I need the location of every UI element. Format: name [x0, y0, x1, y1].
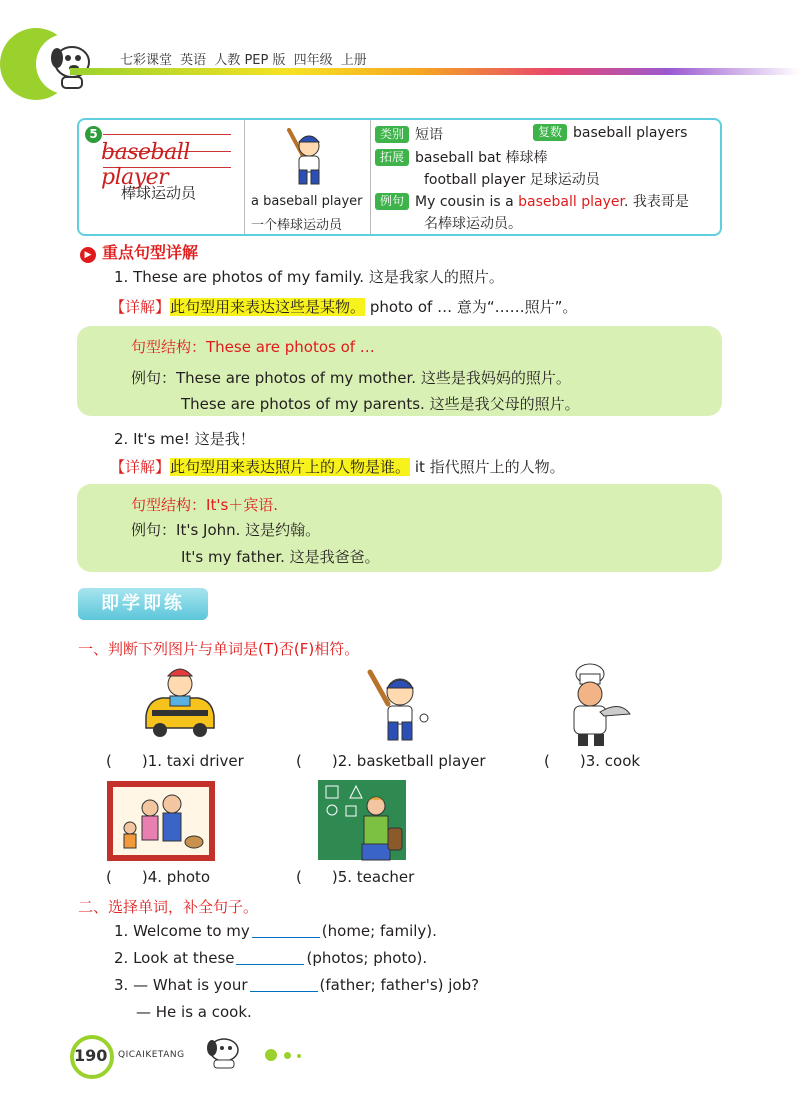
header-rainbow-bar	[70, 68, 800, 75]
vocab-extend-row-2: football player 足球运动员	[424, 172, 600, 188]
tag-example: 例句	[375, 193, 409, 210]
footer-dot-small	[297, 1054, 301, 1058]
pattern2-structure: 句型结构：It's＋宾语.	[131, 496, 279, 514]
baseball-player-illustration-2	[362, 668, 434, 744]
vocab-picture-cell	[245, 120, 371, 234]
vocab-card	[77, 118, 722, 236]
pattern1-sentence: 1. These are photos of my family. 这是我家人的照片。	[114, 268, 504, 286]
vocab-word-cell	[79, 120, 245, 234]
header-title: 七彩课堂 英语 人教 PEP 版 四年级 上册	[120, 53, 367, 68]
footer-dot-large	[265, 1049, 277, 1061]
vocab-number: 5	[85, 126, 102, 143]
vocab-category-row: 类别 短语	[375, 124, 443, 144]
exercise2-heading: 二、选择单词，补全句子。	[78, 898, 259, 916]
play-icon: ▶	[80, 247, 96, 263]
vocab-plural-row: 复数 baseball players	[533, 124, 687, 141]
tag-extend: 拓展	[375, 149, 409, 166]
teacher-illustration	[316, 778, 408, 864]
pattern2-structure-box	[77, 484, 722, 572]
answer-blank[interactable]	[236, 964, 304, 965]
practice-tab: 即学即练	[78, 588, 208, 620]
vocab-info-cell	[375, 120, 720, 234]
section-heading-patterns: ▶ 重点句型详解	[80, 240, 198, 263]
pattern1-example-2: These are photos of my parents. 这些是我父母的照片。	[181, 395, 580, 413]
baseball-player-illustration	[275, 126, 335, 190]
exercise1-item-2[interactable]: ( )2. basketball player	[296, 752, 486, 770]
vocab-phrase-en: a baseball player	[251, 194, 363, 209]
exercise1-item-5[interactable]: ( )5. teacher	[296, 868, 415, 886]
tag-plural: 复数	[533, 124, 567, 141]
vocab-meaning: 棒球运动员	[121, 184, 197, 202]
dog-mascot-icon	[44, 36, 100, 92]
pattern1-structure: 句型结构：These are photos of …	[131, 338, 375, 356]
exercise2-question-3-answer: — He is a cook.	[136, 1003, 252, 1021]
answer-blank[interactable]	[250, 991, 318, 992]
pattern1-structure-box	[77, 326, 722, 416]
exercise1-item-1[interactable]: ( )1. taxi driver	[106, 752, 244, 770]
exercise1-item-3[interactable]: ( )3. cook	[544, 752, 641, 770]
exercise1-item-4[interactable]: ( )4. photo	[106, 868, 211, 886]
footer-brand: QICAIKETANG	[118, 1050, 185, 1060]
cook-illustration	[560, 660, 632, 748]
exercise2-question-1[interactable]: 1. Welcome to my (home; family).	[114, 922, 437, 940]
family-photo-illustration	[106, 780, 216, 862]
vocab-phrase-cn: 一个棒球运动员	[251, 218, 343, 233]
exercise1-heading: 一、判断下列图片与单词是(T)否(F)相符。	[78, 640, 360, 658]
pattern2-example-1: 例句：It's John. 这是约翰。	[131, 521, 321, 539]
pattern2-example-2: It's my father. 这是我爸爸。	[181, 548, 380, 566]
pattern2-sentence: 2. It's me! 这是我！	[114, 430, 255, 448]
footer-dot-medium	[284, 1052, 291, 1059]
tag-category: 类别	[375, 126, 409, 143]
exercise2-question-2[interactable]: 2. Look at these (photos; photo).	[114, 949, 428, 967]
footer-dog-mascot-icon	[196, 1032, 252, 1072]
taxi-driver-illustration	[140, 662, 218, 742]
page-number: 190	[74, 1046, 108, 1065]
vocab-extend-row: 拓展 baseball bat 棒球棒	[375, 147, 548, 167]
pattern1-detail: 【详解】此句型用来表达这些是某物。 photo of … 意为“……照片”。	[110, 298, 578, 316]
pattern2-detail: 【详解】此句型用来表达照片上的人物是谁。 it 指代照片上的人物。	[110, 458, 565, 476]
vocab-example-row: 例句 My cousin is a baseball player. 我表哥是	[375, 191, 689, 211]
answer-blank[interactable]	[252, 937, 320, 938]
pattern1-example-1: 例句：These are photos of my mother. 这些是我妈妈的照片。	[131, 369, 571, 387]
vocab-example-row-2: 名棒球运动员。	[424, 216, 522, 232]
vocab-word: baseball player	[101, 140, 190, 190]
exercise2-question-3[interactable]: 3. — What is your (father; father's) job?	[114, 976, 480, 994]
